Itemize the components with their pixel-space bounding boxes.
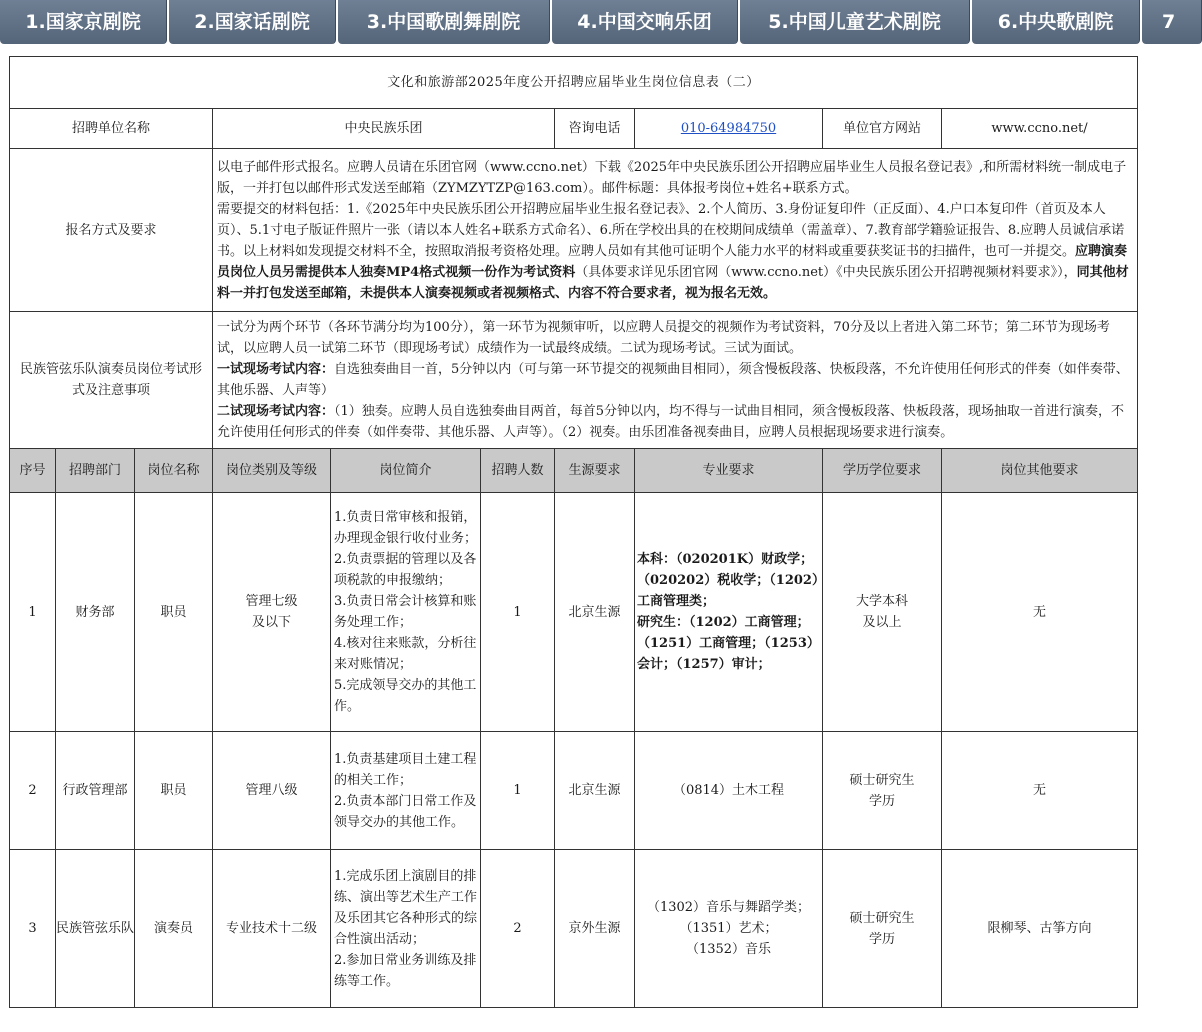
row-dept: 财务部	[56, 493, 135, 732]
exam-first	[217, 359, 1133, 401]
sheet-title: 文化和旅游部2025年度公开招聘应届毕业生岗位信息表（二）	[10, 57, 1138, 109]
col-header: 学历学位要求	[823, 449, 942, 493]
phone-label: 咨询电话	[555, 109, 635, 149]
row-level: 管理七级 及以下	[213, 493, 331, 732]
row-count: 2	[481, 850, 555, 1008]
tab-national-theatre[interactable]: 2.国家话剧院	[169, 0, 336, 44]
intro-line: 3.负责日常会计核算和账务处理工作；	[334, 594, 477, 630]
row-dept: 民族管弦乐队	[56, 850, 135, 1008]
exam-second	[217, 401, 1133, 443]
row-post: 职员	[135, 493, 213, 732]
col-header: 序号	[10, 449, 56, 493]
exam-text	[213, 312, 1138, 449]
intro-line: 5.完成领导交办的其他工作。	[334, 678, 477, 714]
table-row	[10, 732, 1138, 850]
intro-line: 1.负责日常审核和报销，办理现金银行收付业务；	[334, 510, 478, 546]
intro-line: 2.负责票据的管理以及各项税款的申报缴纳；	[334, 552, 477, 588]
intro-line: 4.核对往来账款，分析往来对账情况；	[334, 636, 477, 672]
website-value: www.ccno.net/	[942, 109, 1138, 149]
row-post: 职员	[135, 732, 213, 850]
registration-video-requirement: 应聘演奏员岗位人员另需提供本人独奏MP4格式视频一份作为考试资料	[217, 243, 1128, 280]
row-level: 管理八级	[213, 732, 331, 850]
registration-video-detail: （具体要求详见乐团官网（www.ccno.net）《中央民族乐团公开招聘视频材料要求》），	[575, 264, 1077, 280]
col-header: 岗位其他要求	[942, 449, 1138, 493]
row-count: 1	[481, 493, 555, 732]
row-intro	[331, 732, 481, 850]
row-dept: 行政管理部	[56, 732, 135, 850]
sheet-tab-bar	[0, 0, 1176, 46]
tab-seventh[interactable]: 7	[1142, 0, 1202, 44]
recruitment-table	[9, 56, 1138, 1008]
exam-second-text: （1）独奏。应聘人员自选独奏曲目两首，每首5分钟以内，均不得与一试曲目相同，须含慢板段落、快板段落，现场抽取一首进行演奏，不允许使用任何形式的伴奏（如伴奏带、其他乐器、人声等）。（2）视奏。由乐团准备视奏曲目，应聘人员根据现场要求进行演奏。	[217, 404, 1125, 440]
tab-china-children-art[interactable]: 5.中国儿童艺术剧院	[740, 0, 970, 44]
exam-intro: 一试分为两个环节（各环节满分均为100分），第一环节为视频审听，以应聘人员提交的视频作为考试资料，70分及以上者进入第二环节；第二环节为现场考试，以应聘人员一试第二环节（即现场考试）成绩作为一试最终成绩。二试为现场考试。三试为面试。	[217, 320, 1110, 356]
table-row	[10, 493, 1138, 732]
intro-line: 2.负责本部门日常工作及领导交办的其他工作。	[334, 793, 477, 830]
row-level: 专业技术十二级	[213, 850, 331, 1008]
registration-label: 报名方式及要求	[10, 149, 213, 312]
exam-second-label: 二试现场考试内容：	[217, 404, 335, 419]
tab-china-opera-dance[interactable]: 3.中国歌剧舞剧院	[338, 0, 550, 44]
unit-label: 招聘单位名称	[10, 109, 213, 149]
phone-cell	[635, 109, 823, 149]
col-header: 招聘部门	[56, 449, 135, 493]
row-edu: 硕士研究生 学历	[823, 850, 942, 1008]
registration-paragraph: 以电子邮件形式报名。应聘人员请在乐团官网（www.ccno.net）下载《2025年中央民族乐团公开招聘应届毕业生人员报名登记表》,和所需材料统一制成电子版，一并打包以邮件形式发送至邮箱（ZYMZYTZP@163.com）。邮件标题：具体报考岗位+姓名+联系方式。	[217, 159, 1127, 196]
col-header: 岗位类别及等级	[213, 449, 331, 493]
row-post: 演奏员	[135, 850, 213, 1008]
registration-video-warning: 同其他材料一并打包发送至邮箱，未提供本人演奏视频或者视频格式、内容不符合要求者，视为报名无效。	[217, 264, 1129, 301]
col-header: 专业要求	[635, 449, 823, 493]
col-header: 岗位名称	[135, 449, 213, 493]
tab-national-peking-opera[interactable]: 1.国家京剧院	[0, 0, 167, 44]
row-source: 北京生源	[555, 732, 635, 850]
row-edu: 大学本科 及以上	[823, 493, 942, 732]
col-header: 岗位简介	[331, 449, 481, 493]
tab-china-philharmonic[interactable]: 4.中国交响乐团	[552, 0, 738, 44]
row-other: 无	[942, 732, 1138, 850]
row-number: 2	[10, 732, 56, 850]
row-other: 限柳琴、古筝方向	[942, 850, 1138, 1008]
tab-central-opera[interactable]: 6.中央歌剧院	[972, 0, 1140, 44]
col-header: 生源要求	[555, 449, 635, 493]
registration-materials	[217, 199, 1133, 304]
row-number: 3	[10, 850, 56, 1008]
row-edu: 硕士研究生 学历	[823, 732, 942, 850]
row-source: 京外生源	[555, 850, 635, 1008]
exam-first-text: 自选独奏曲目一首，5分钟以内（可与第一环节提交的视频曲目相同），须含慢板段落、快板段落，不允许使用任何形式的伴奏（如伴奏带、其他乐器、人声等）	[217, 362, 1129, 398]
row-intro	[331, 493, 481, 732]
row-major: 本科：（020201K）财政学；（020202）税收学；（1202）工商管理类； 研究生：（1202）工商管理；（1251）工商管理；（1253）会计；（1257）审计；	[635, 493, 823, 732]
registration-materials-text: 需要提交的材料包括：1.《2025年中央民族乐团公开招聘应届毕业生报名登记表》、2.个人简历、3.身份证复印件（正反面）、4.户口本复印件（首页及本人页）、5.1寸电子版证件照片一张（请以本人姓名+联系方式命名）、6.所在学校出具的在校期间成绩单（需盖章）、7.教育部学籍验证报告、8.应聘人员诚信承诺书。以上材料如发现提交材料不全，按照取消报考资格处理。应聘人员如有其他可证明个人能力水平的材料或重要获奖证书的扫描件，也可一并提交。	[217, 201, 1125, 259]
intro-line: 2.参加日常业务训练及排练等工作。	[334, 952, 477, 989]
row-number: 1	[10, 493, 56, 732]
row-intro	[331, 850, 481, 1008]
row-major: （1302）音乐与舞蹈学类； （1351）艺术； （1352）音乐	[635, 850, 823, 1008]
row-other: 无	[942, 493, 1138, 732]
phone-link[interactable]: 010-64984750	[680, 121, 777, 136]
exam-first-label: 一试现场考试内容：	[217, 362, 335, 377]
intro-line: 1.完成乐团上演剧目的排练、演出等艺术生产工作及乐团其它各种形式的综合性演出活动；	[334, 868, 478, 947]
table-row	[10, 850, 1138, 1008]
column-header-row	[10, 449, 1138, 493]
exam-label: 民族管弦乐队演奏员岗位考试形式及注意事项	[10, 312, 213, 449]
registration-text	[213, 149, 1138, 312]
website-label: 单位官方网站	[823, 109, 942, 149]
row-source: 北京生源	[555, 493, 635, 732]
row-count: 1	[481, 732, 555, 850]
intro-line: 1.负责基建项目土建工程的相关工作；	[334, 751, 477, 788]
row-major: （0814）土木工程	[635, 732, 823, 850]
unit-name: 中央民族乐团	[213, 109, 555, 149]
spreadsheet	[9, 56, 1137, 1011]
col-header: 招聘人数	[481, 449, 555, 493]
